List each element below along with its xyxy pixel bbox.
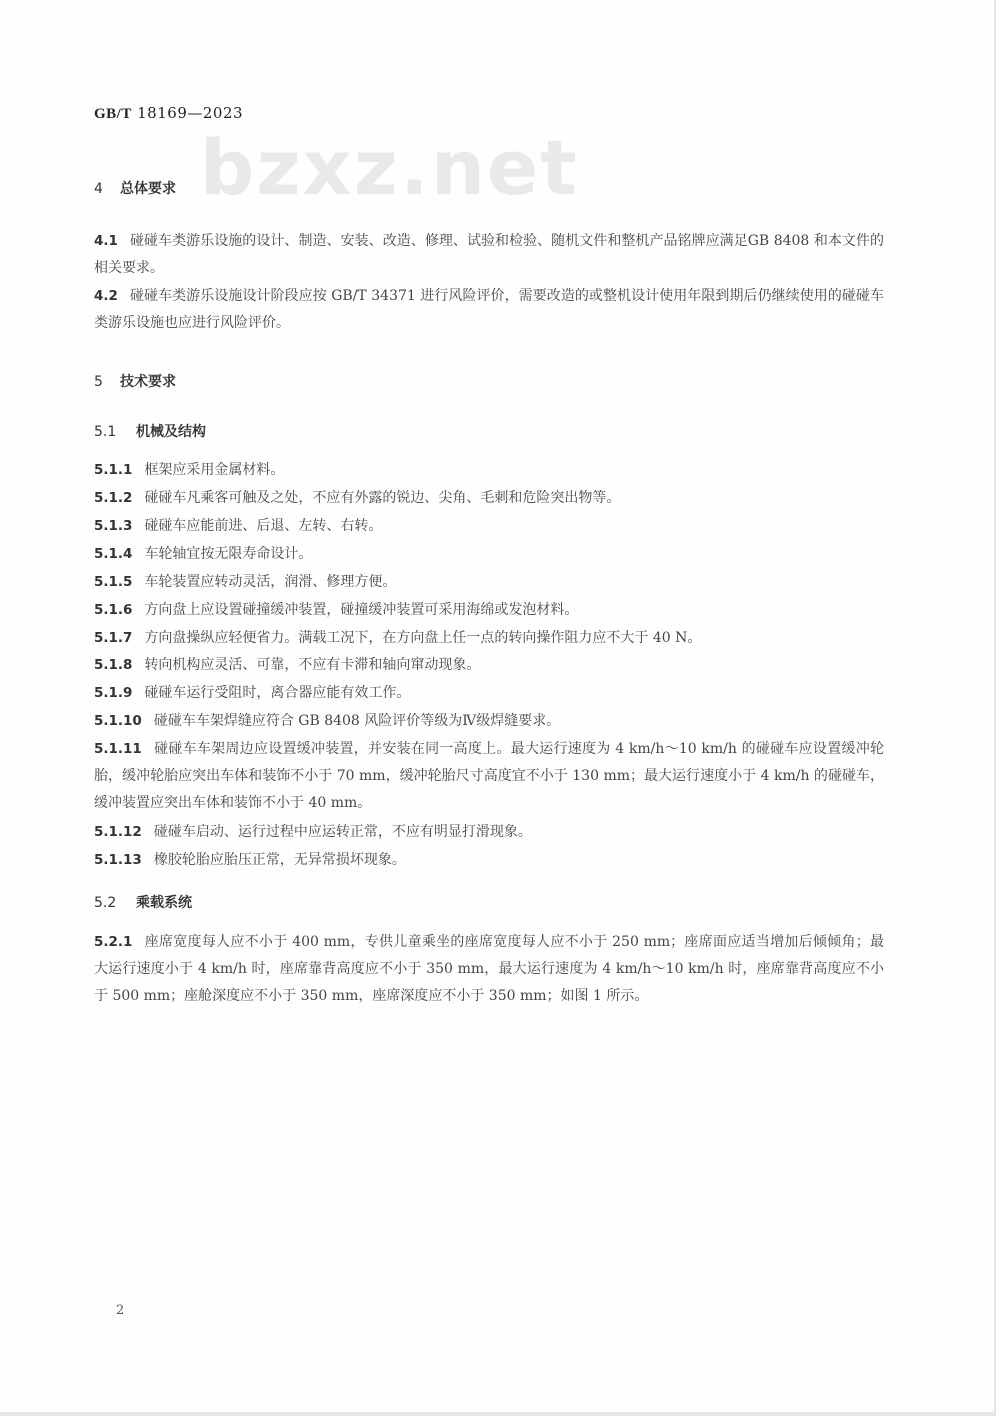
section-heading-4 [94,178,176,198]
clause-text: 碰碰车类游乐设施的设计、制造、安装、改造、修理、试验和检验、随机文件和整机产品铭牌应满足GB 8408 和本文件的相关要求。 [94,233,884,276]
clause-5-1-10 [94,708,884,735]
clause-text: 方向盘操纵应轻便省力。满载工况下，在方向盘上任一点的转向操作阻力应不大于 40 N。 [144,630,702,646]
clause-number: 5.1.4 [94,546,133,562]
clause-5-1-1 [94,457,884,484]
doc-id-prefix: GB/T [94,106,132,122]
section-title: 技术要求 [120,374,176,390]
clause-number: 5.1.9 [94,685,133,701]
clause-text: 车轮轴宜按无限寿命设计。 [144,546,313,562]
section-title: 机械及结构 [136,424,206,440]
clause-number: 5.1.1 [94,462,133,478]
clause-text: 碰碰车运行受阻时，离合器应能有效工作。 [144,685,411,701]
clause-5-1-9 [94,680,884,707]
section-number: 5.2 [94,895,117,911]
clause-text: 转向机构应灵活、可靠，不应有卡滞和轴向窜动现象。 [144,657,481,673]
document-id [94,104,243,123]
clause-number: 4.2 [94,288,118,304]
clause-5-1-5 [94,569,884,596]
clause-number: 5.1.2 [94,490,133,506]
clause-number: 5.2.1 [94,934,133,950]
section-title: 乘载系统 [136,895,192,911]
clause-number: 5.1.3 [94,518,133,534]
doc-id-number: 18169—2023 [137,104,244,122]
clause-5-1-6 [94,597,884,624]
section-title: 总体要求 [120,181,176,197]
clause-text: 框架应采用金属材料。 [144,462,285,478]
clause-5-1-11 [94,736,884,817]
clause-number: 5.1.6 [94,602,133,618]
clause-text: 碰碰车类游乐设施设计阶段应按 GB/T 34371 进行风险评价，需要改造的或整机设计使用年限到期后仍继续使用的碰碰车类游乐设施也应进行风险评价。 [94,288,884,331]
clause-text: 橡胶轮胎应胎压正常，无异常损坏现象。 [153,852,406,868]
clause-4-1 [94,228,884,282]
clause-5-2-1 [94,929,884,1010]
clause-5-1-13 [94,847,884,874]
clause-text: 碰碰车应能前进、后退、左转、右转。 [144,518,383,534]
section-number: 5 [94,374,103,390]
watermark: bzxz.net [200,123,579,212]
clause-number: 5.1.10 [94,713,142,729]
clause-5-1-12 [94,819,884,846]
clause-number: 5.1.11 [94,741,142,757]
clause-number: 5.1.5 [94,574,133,590]
clause-text: 方向盘上应设置碰撞缓冲装置，碰撞缓冲装置可采用海绵或发泡材料。 [144,602,579,618]
section-number: 5.1 [94,424,117,440]
section-heading-5 [94,371,176,391]
page-number: 2 [116,1303,125,1318]
clause-5-1-7 [94,625,884,652]
clause-text: 碰碰车启动、运行过程中应运转正常，不应有明显打滑现象。 [153,824,532,840]
clause-number: 5.1.12 [94,824,142,840]
section-number: 4 [94,181,103,197]
clause-4-2 [94,283,884,337]
clause-number: 4.1 [94,233,118,249]
clause-5-1-2 [94,485,884,512]
clause-text: 车轮装置应转动灵活，润滑、修理方便。 [144,574,397,590]
clause-text: 碰碰车车架焊缝应符合 GB 8408 风险评价等级为Ⅳ级焊缝要求。 [153,713,561,729]
clause-number: 5.1.13 [94,852,142,868]
clause-text: 碰碰车车架周边应设置缓冲装置，并安装在同一高度上。最大运行速度为 4 km/h～10 km/h 的碰碰车应设置缓冲轮胎，缓冲轮胎应突出车体和装饰不小于 70 mm，缓冲轮胎尺寸高度宜不小于 130 mm；最大运行速度小于 4 km/h 的碰碰车，缓冲装置应突出车体和装饰不小于 40 mm。 [94,741,884,811]
section-heading-5-1 [94,421,206,441]
section-heading-5-2 [94,892,192,912]
clause-5-1-4 [94,541,884,568]
clause-text: 碰碰车凡乘客可触及之处，不应有外露的锐边、尖角、毛刺和危险突出物等。 [144,490,621,506]
clause-number: 5.1.8 [94,657,133,673]
clause-text: 座席宽度每人应不小于 400 mm，专供儿童乘坐的座席宽度每人应不小于 250 mm；座席面应适当增加后倾倾角；最大运行速度小于 4 km/h 时，座席靠背高度应不小于 350 mm，最大运行速度为 4 km/h～10 km/h 时，座席靠背高度应不小于 500 mm；座舱深度应不小于 350 mm，座席深度应不小于 350 mm；如图 1 所示。 [94,934,884,1004]
clause-5-1-8 [94,652,884,679]
clause-5-1-3 [94,513,884,540]
clause-number: 5.1.7 [94,630,133,646]
